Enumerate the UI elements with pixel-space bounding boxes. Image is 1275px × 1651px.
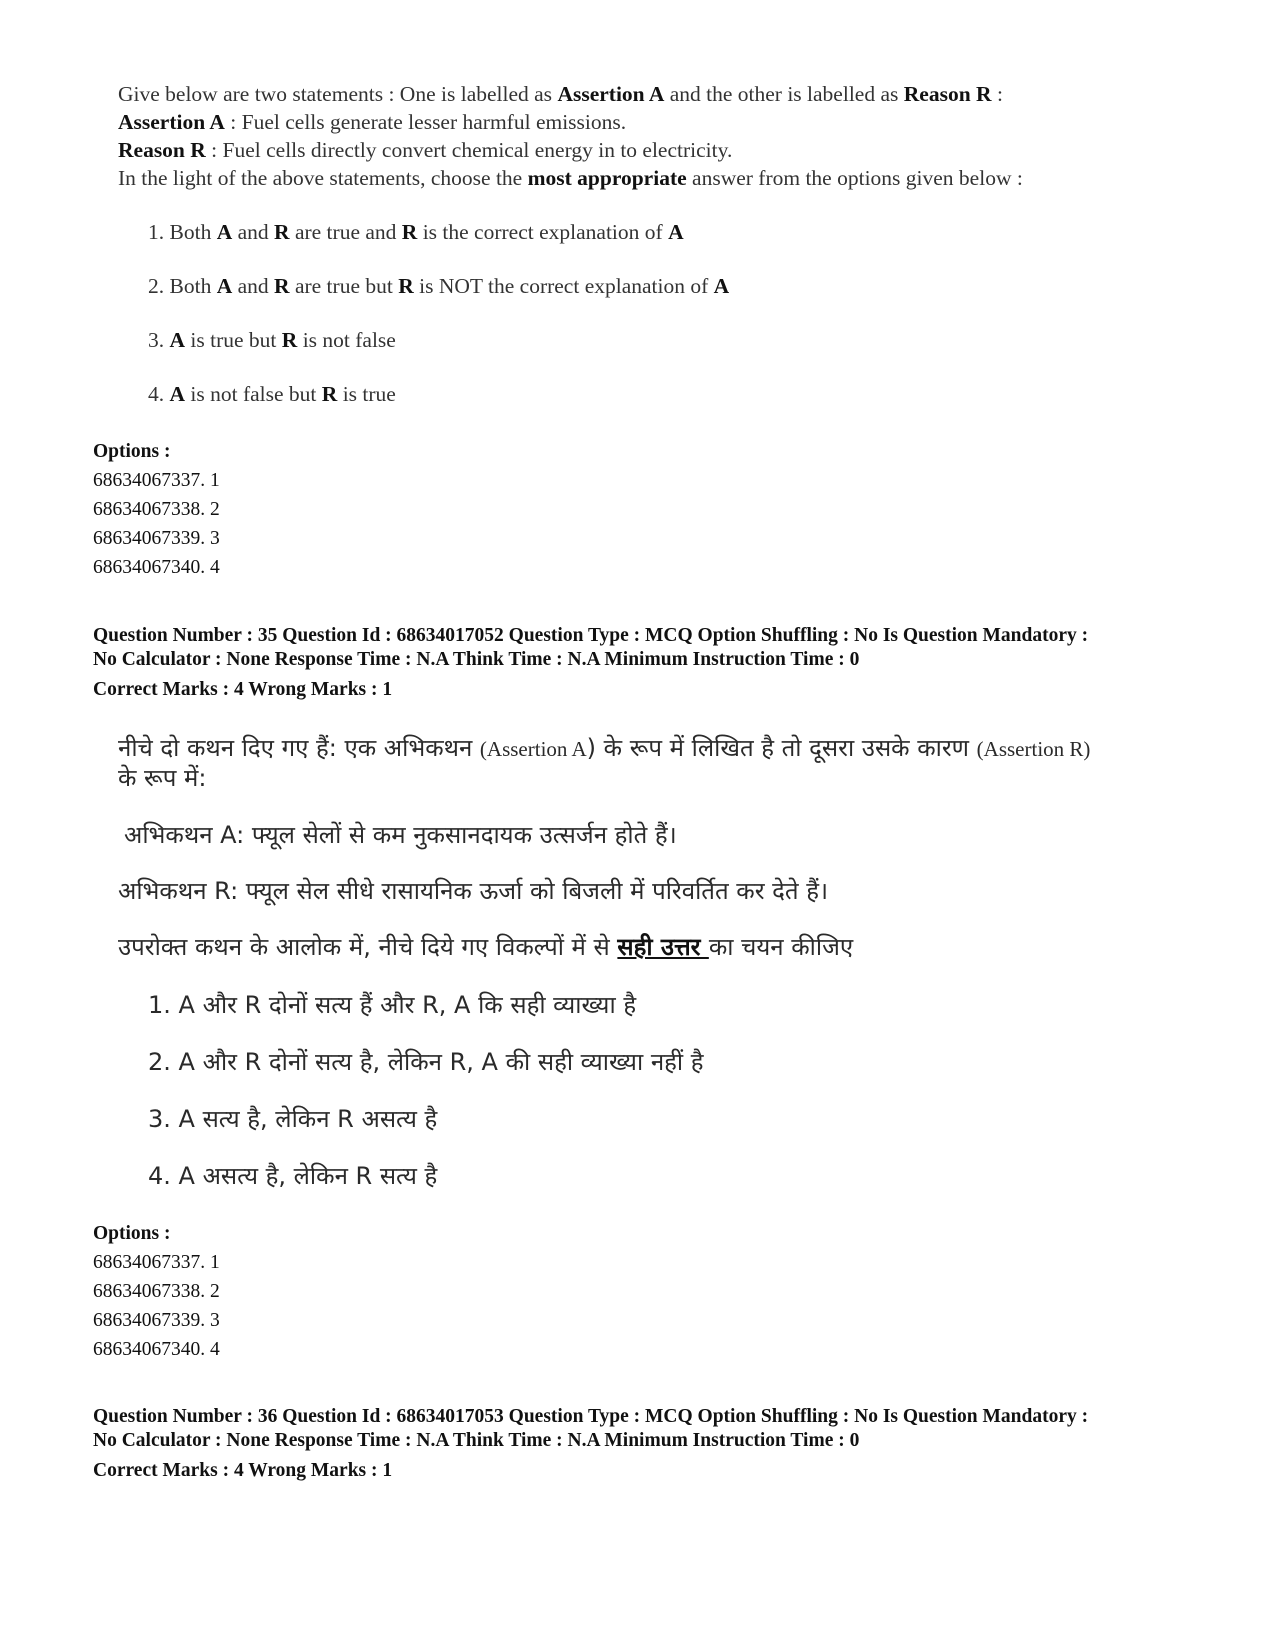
q34-intro-bold-1: Assertion A xyxy=(557,82,665,106)
q34-choice-2-r: R xyxy=(274,274,290,298)
q34-intro-bold-2: Reason R xyxy=(903,82,992,106)
q36-meta-line-1: Question Number : 36 Question Id : 68634017053 Question Type : MCQ Option Shuffling : No Is Question Mandatory : xyxy=(93,1406,1089,1427)
q34-choice-2 xyxy=(148,272,729,300)
q34-choice-2-r2: R xyxy=(398,274,414,298)
q34-choice-3-t1: is true but xyxy=(185,328,282,352)
q35-hindi-assertion: अभिकथन A: फ्यूल सेलों से कम नुकसानदायक उत्सर्जन होते हैं। xyxy=(124,821,677,849)
q36-meta-line-2: No Calculator : None Response Time : N.A Think Time : N.A Minimum Instruction Time : 0 xyxy=(93,1430,860,1451)
q34-option-2: 68634067338. 2 xyxy=(93,499,220,520)
q35-meta-line-2: No Calculator : None Response Time : N.A Think Time : N.A Minimum Instruction Time : 0 xyxy=(93,649,860,670)
q34-choice-1-a: A xyxy=(216,220,233,244)
q35-hindi-reason: अभिकथन R: फ्यूल सेल सीधे रासायनिक ऊर्जा को बिजली में परिवर्तित कर देते हैं। xyxy=(118,877,829,905)
q35-options-label: Options : xyxy=(93,1223,171,1244)
q35-meta-line-1: Question Number : 35 Question Id : 68634017052 Question Type : MCQ Option Shuffling : No Is Question Mandatory : xyxy=(93,625,1089,646)
q34-choice-2-num: 2. xyxy=(148,274,170,298)
q34-reason-text: : Fuel cells directly convert chemical energy in to electricity. xyxy=(205,138,733,162)
q34-choice-3-a: A xyxy=(169,328,186,352)
q34-option-3: 68634067339. 3 xyxy=(93,528,220,549)
q34-choice-1 xyxy=(148,218,684,246)
q34-assertion xyxy=(118,108,626,136)
q35-hindi-instruction-highlight: सही उत्तर xyxy=(617,933,709,961)
q34-option-4: 68634067340. 4 xyxy=(93,557,220,578)
q35-hindi-intro-line-2: के रूप में: xyxy=(118,764,207,792)
q34-choice-4 xyxy=(148,380,396,408)
q34-intro-text-1: Give below are two statements : One is labelled as xyxy=(118,82,558,106)
q34-choice-2-t4: is NOT the correct explanation of xyxy=(413,274,714,298)
q34-instruction-text-1: In the light of the above statements, choose the xyxy=(118,166,528,190)
q35-hindi-instruction-a: उपरोक्त कथन के आलोक में, नीचे दिये गए विकल्पों में से xyxy=(118,933,618,961)
q34-choice-2-a2: A xyxy=(713,274,730,298)
q36-marks: Correct Marks : 4 Wrong Marks : 1 xyxy=(93,1460,393,1481)
q34-choice-4-r: R xyxy=(321,382,338,406)
q34-intro xyxy=(118,80,1003,108)
q35-hindi-intro-d: (Assertion R) xyxy=(976,737,1091,761)
q34-choice-4-t2: is true xyxy=(337,382,396,406)
q35-hindi-instruction xyxy=(118,932,853,962)
q35-hindi-instruction-c: का चयन कीजिए xyxy=(708,933,854,961)
q35-option-3: 68634067339. 3 xyxy=(93,1310,220,1331)
q34-intro-text-2: and the other is labelled as xyxy=(664,82,904,106)
q34-choice-1-t3: are true and xyxy=(289,220,402,244)
q34-intro-text-3: : xyxy=(991,82,1003,106)
q34-choice-1-t2: and xyxy=(232,220,275,244)
q35-option-2: 68634067338. 2 xyxy=(93,1281,220,1302)
q34-choice-1-t1: Both xyxy=(169,220,217,244)
q34-choice-1-t4: is the correct explanation of xyxy=(417,220,669,244)
q35-hindi-intro-c: ) के रूप में लिखित है तो दूसरा उसके कारण xyxy=(586,734,977,762)
q35-hindi-choice-1: 1. A और R दोनों सत्य हैं और R, A कि सही व्याख्या है xyxy=(148,991,637,1019)
q34-reason xyxy=(118,136,732,164)
q34-reason-label: Reason R xyxy=(118,138,206,162)
q34-choice-3-t2: is not false xyxy=(297,328,396,352)
q35-options xyxy=(93,1219,220,1364)
q34-choice-2-t1: Both xyxy=(169,274,217,298)
q34-assertion-label: Assertion A xyxy=(118,110,225,134)
q36-meta xyxy=(93,1405,1088,1453)
q35-hindi-intro-a: नीचे दो कथन दिए गए हैं: एक अभिकथन xyxy=(118,734,480,762)
q34-choice-4-t1: is not false but xyxy=(185,382,322,406)
q34-assertion-text: : Fuel cells generate lesser harmful emissions. xyxy=(224,110,627,134)
q35-option-1: 68634067337. 1 xyxy=(93,1252,220,1273)
q35-hindi-choice-4: 4. A असत्य है, लेकिन R सत्य है xyxy=(148,1162,438,1190)
q34-options-label: Options : xyxy=(93,441,171,462)
q34-options xyxy=(93,437,220,582)
q34-choice-3-r: R xyxy=(281,328,298,352)
q34-choice-3-num: 3. xyxy=(148,328,170,352)
q34-instruction-bold: most appropriate xyxy=(527,166,687,190)
q35-hindi-intro-line-1 xyxy=(118,733,1090,764)
q34-choice-4-num: 4. xyxy=(148,382,170,406)
q35-hindi-choice-3: 3. A सत्य है, लेकिन R असत्य है xyxy=(148,1105,438,1133)
q34-option-1: 68634067337. 1 xyxy=(93,470,220,491)
q34-choice-2-t3: are true but xyxy=(289,274,399,298)
q34-choice-2-a: A xyxy=(216,274,233,298)
q35-marks: Correct Marks : 4 Wrong Marks : 1 xyxy=(93,679,393,700)
q35-meta xyxy=(93,624,1088,672)
q35-option-4: 68634067340. 4 xyxy=(93,1339,220,1360)
q34-choice-4-a: A xyxy=(169,382,186,406)
q34-choice-1-r2: R xyxy=(401,220,418,244)
q34-choice-1-a2: A xyxy=(668,220,684,244)
q34-choice-2-t2: and xyxy=(232,274,275,298)
q35-hindi-intro-b: (Assertion A xyxy=(479,737,587,761)
q34-choice-1-num: 1. xyxy=(148,220,170,244)
q34-instruction-text-2: answer from the options given below : xyxy=(686,166,1023,190)
q34-instruction xyxy=(118,164,1023,192)
q34-choice-3 xyxy=(148,326,396,354)
q34-choice-1-r: R xyxy=(274,220,290,244)
q35-hindi-choice-2: 2. A और R दोनों सत्य है, लेकिन R, A की सही व्याख्या नहीं है xyxy=(148,1048,704,1076)
